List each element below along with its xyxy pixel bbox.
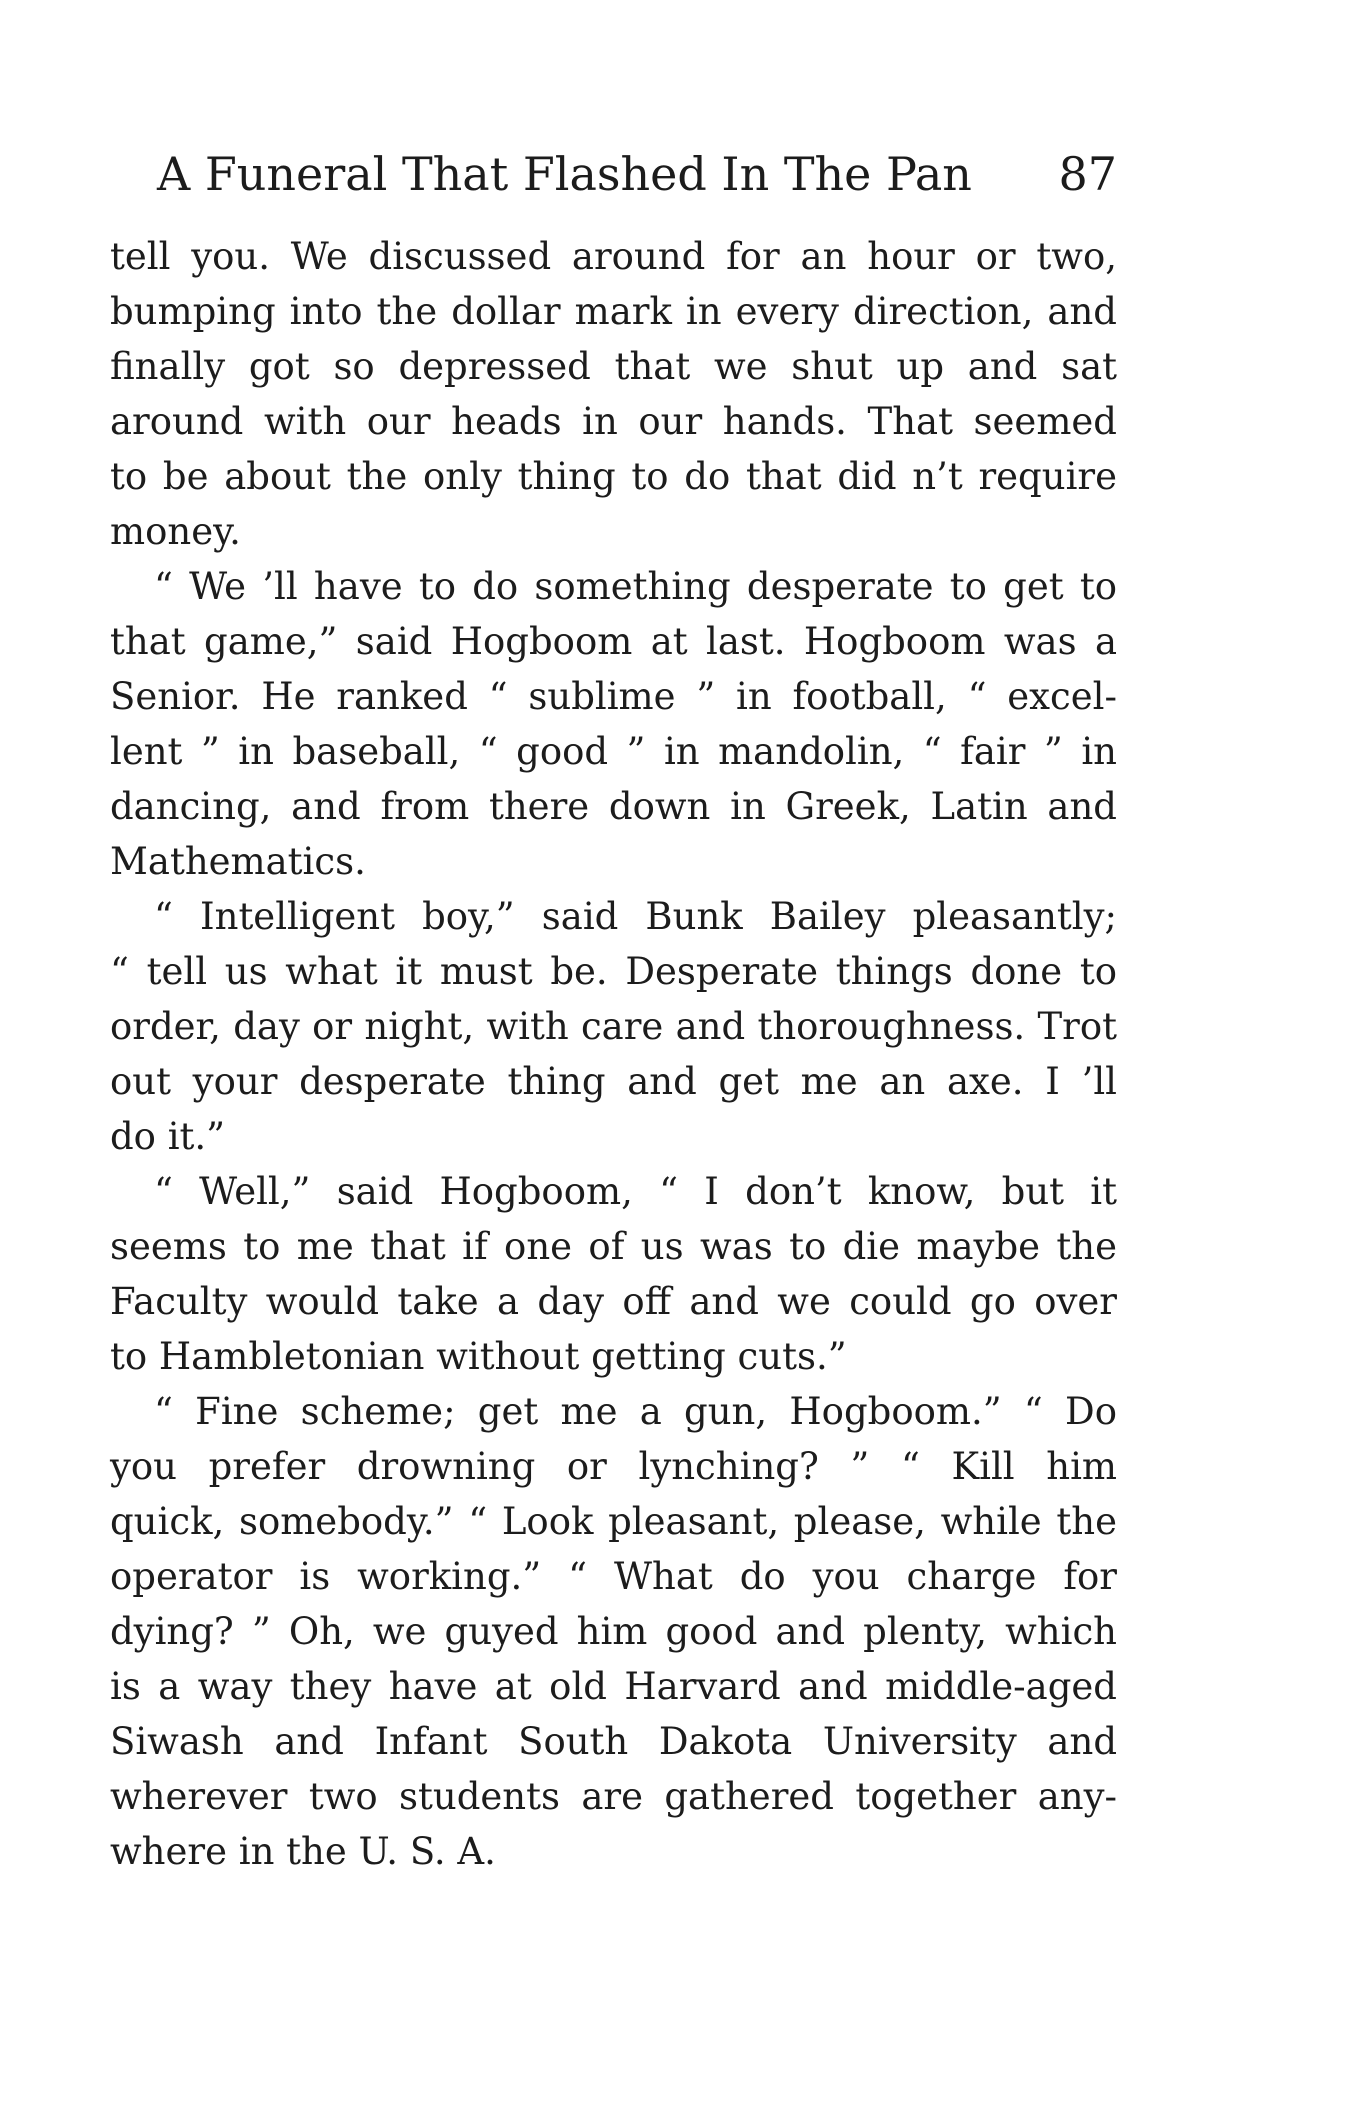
text-line: “ tell us what it must be. Desperate things done to <box>110 950 1117 993</box>
text-line: Mathematics. <box>110 840 366 883</box>
paragraph <box>110 559 1117 889</box>
text-line: Senior. He ranked “ sublime ” in football, “ excel- <box>110 675 1117 718</box>
text-line: to Hambletonian without getting cuts.” <box>110 1335 847 1378</box>
text-line: operator is working.” “ What do you charge for <box>110 1555 1117 1598</box>
text-line: do it.” <box>110 1115 226 1158</box>
text-line: around with our heads in our hands. That seemed <box>110 400 1117 443</box>
text-line: “ We ’ll have to do something desperate to get to <box>154 565 1117 608</box>
paragraph <box>110 889 1117 1164</box>
text-line: Siwash and Infant South Dakota University and <box>110 1720 1117 1763</box>
text-line: bumping into the dollar mark in every direction, and <box>110 290 1117 333</box>
page-number: 87 <box>1058 147 1117 201</box>
text-line: quick, somebody.” “ Look pleasant, please, while the <box>110 1500 1117 1543</box>
paragraph <box>110 1164 1117 1384</box>
paragraph <box>110 229 1117 559</box>
text-line: seems to me that if one of us was to die maybe the <box>110 1225 1117 1268</box>
text-line: out your desperate thing and get me an axe. I ’ll <box>110 1060 1117 1103</box>
text-line: tell you. We discussed around for an hour or two, <box>110 235 1117 278</box>
running-title: A Funeral That Flashed In The Pan <box>157 147 972 201</box>
text-line: Faculty would take a day off and we could go over <box>110 1280 1117 1323</box>
text-line: wherever two students are gathered together any- <box>110 1775 1117 1818</box>
body-text <box>110 229 1117 1879</box>
text-line: “ Well,” said Hogboom, “ I don’t know, but it <box>154 1170 1117 1213</box>
text-line: “ Fine scheme; get me a gun, Hogboom.” “ Do <box>154 1390 1117 1433</box>
text-line: lent ” in baseball, “ good ” in mandolin, “ fair ” in <box>110 730 1117 773</box>
text-line: to be about the only thing to do that did n’t require <box>110 455 1117 498</box>
text-line: finally got so depressed that we shut up and sat <box>110 345 1117 388</box>
text-line: where in the U. S. A. <box>110 1830 496 1873</box>
text-line: you prefer drowning or lynching? ” “ Kill him <box>110 1445 1117 1488</box>
text-line: money. <box>110 510 241 553</box>
text-line: order, day or night, with care and thoroughness. Trot <box>110 1005 1117 1048</box>
text-line: dancing, and from there down in Greek, Latin and <box>110 785 1117 828</box>
text-line: dying? ” Oh, we guyed him good and plenty, which <box>110 1610 1117 1653</box>
text-line: that game,” said Hogboom at last. Hogboom was a <box>110 620 1117 663</box>
page-header <box>157 142 1117 206</box>
text-line: “ Intelligent boy,” said Bunk Bailey pleasantly; <box>154 895 1117 938</box>
paragraph <box>110 1384 1117 1879</box>
text-line: is a way they have at old Harvard and middle-aged <box>110 1665 1117 1708</box>
